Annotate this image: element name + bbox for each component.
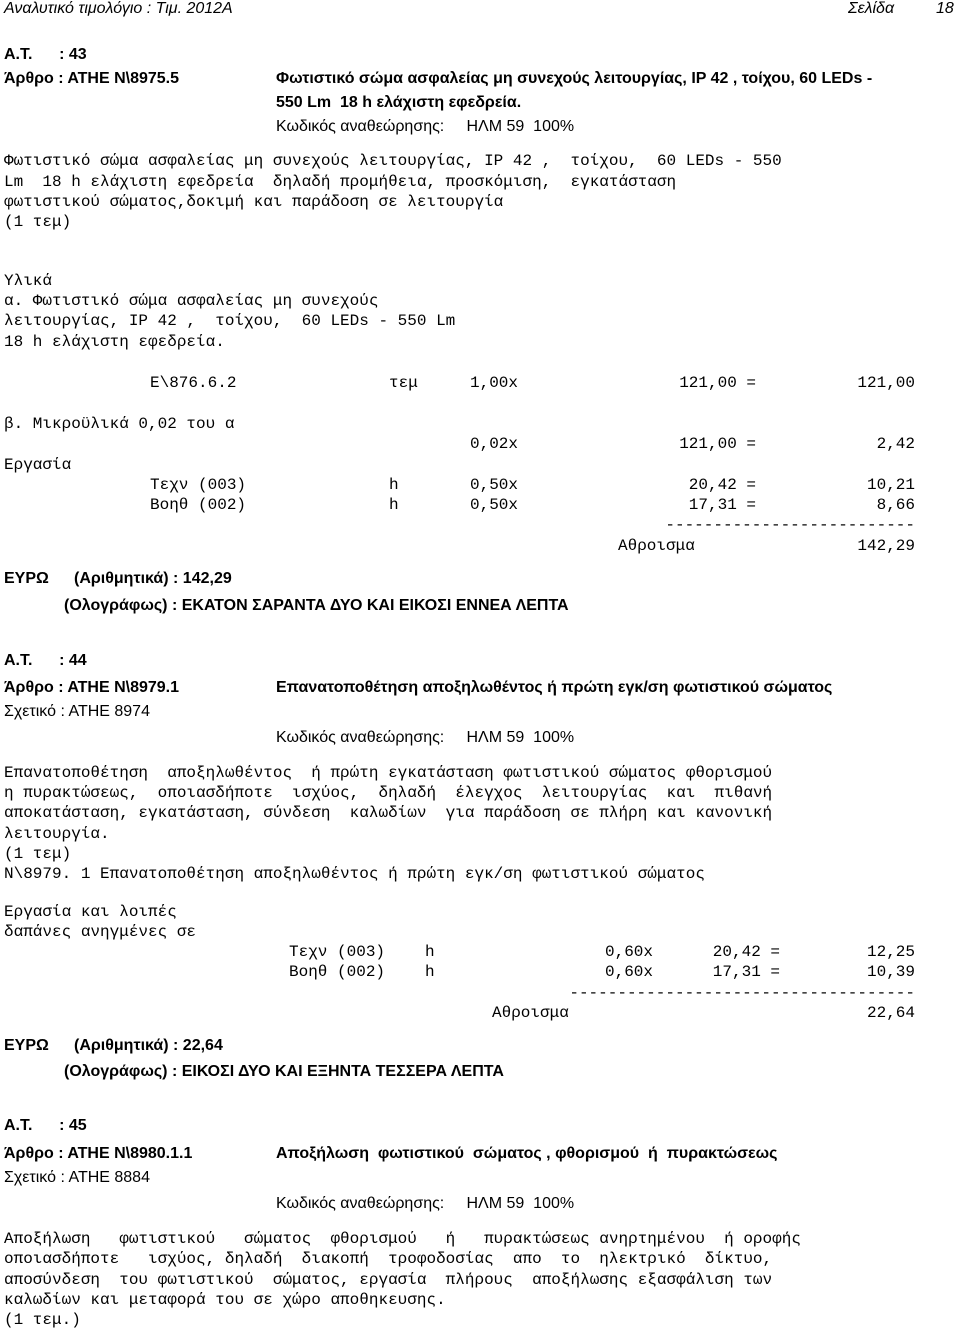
art45-desc-line4: καλωδίων και μεταφορά του σε χώρο αποθηκευσης. [4, 1291, 446, 1309]
art43-line4-price: 17,31 = [688, 496, 756, 514]
art45-revision-code: Κωδικός αναθεώρησης: ΗΛΜ 59 100% [276, 1195, 575, 1212]
art43-line2-total: 2,42 [876, 435, 915, 453]
art44-line1-unit: h [425, 943, 435, 961]
art44-arthro: Άρθρο : ΑΤΗΕ Ν\8979.1 [4, 679, 180, 696]
art43-line3-total: 10,21 [866, 476, 915, 494]
art44-line1-price: 20,42 = [712, 943, 780, 961]
art43-line3-unit: h [389, 476, 399, 494]
art43-sum-divider: -------------------------- [665, 516, 915, 534]
art43-line1-code: Ε\876.6.2 [150, 374, 237, 392]
art44-desc-line5: (1 τεμ) [4, 845, 72, 863]
art43-revision-code: Κωδικός αναθεώρησης: ΗΛΜ 59 100% [276, 118, 575, 135]
art43-euro-label: ΕΥΡΩ [4, 570, 49, 587]
page-label: Σελίδα [848, 0, 895, 17]
art44-line2-unit: h [425, 963, 435, 981]
art44-labor-heading-line1: Εργασία και λοιπές [4, 903, 177, 921]
art43-sum-value: 142,29 [857, 537, 915, 555]
art44-amount-numeric: (Αριθμητικά) : 22,64 [74, 1037, 223, 1054]
art45-desc-line5: (1 τεμ.) [4, 1311, 81, 1329]
art44-line2-code: Βοηθ (002) [289, 963, 386, 981]
art44-related: Σχετικό : ΑΤΗΕ 8974 [4, 703, 150, 720]
art43-material-a-line3: 18 h ελάχιστη εφεδρεία. [4, 333, 225, 351]
art43-line3-qty: 0,50x [470, 476, 519, 494]
art43-line1-qty: 1,00x [470, 374, 519, 392]
art44-line2-qty: 0,60x [604, 963, 653, 981]
page-number: 18 [936, 0, 954, 17]
art43-arthro: Άρθρο : ΑΤΗΕ Ν\8975.5 [4, 70, 180, 87]
art44-line1-qty: 0,60x [604, 943, 653, 961]
art43-labor-heading: Εργασία [4, 456, 72, 474]
art43-line1-unit: τεμ [389, 374, 418, 392]
art43-line1-total: 121,00 [857, 374, 915, 392]
art44-desc-line6: Ν\8979. 1 Επανατοποθέτηση αποξηλωθέντος ή πρώτη εγκ/ση φωτιστικού σώματος [4, 865, 705, 883]
art43-material-a-line1: α. Φωτιστικό σώμα ασφαλείας μη συνεχούς [4, 292, 379, 310]
art43-desc-line2: Lm 18 h ελάχιστη εφεδρεία δηλαδή προμήθεια, προσκόμιση, εγκατάσταση [4, 173, 677, 191]
art43-line3-code: Τεχν (003) [150, 476, 247, 494]
art45-desc-line1: Αποξήλωση φωτιστικού σώματος φθορισμού ή πυρακτώσεως ανηρτημένου ή οροφής [4, 1230, 801, 1248]
art44-at: Α.Τ. : 44 [4, 652, 87, 669]
art43-sum-label: Αθροισμα [618, 537, 695, 555]
art43-at: Α.Τ. : 43 [4, 46, 87, 63]
art44-line1-total: 12,25 [866, 943, 915, 961]
art43-line4-total: 8,66 [876, 496, 915, 514]
art45-related: Σχετικό : ΑΤΗΕ 8884 [4, 1169, 150, 1186]
art43-desc-line3: φωτιστικού σώματος,δοκιμή και παράδοση σε λειτουργία [4, 193, 504, 211]
art45-at: Α.Τ. : 45 [4, 1117, 87, 1134]
art44-revision-code: Κωδικός αναθεώρησης: ΗΛΜ 59 100% [276, 729, 575, 746]
art44-line1-code: Τεχν (003) [289, 943, 386, 961]
art44-sum-label: Αθροισμα [492, 1004, 569, 1022]
art43-title-line2: 550 Lm 18 h ελάχιστη εφεδρεία. [276, 94, 522, 111]
art43-line3-price: 20,42 = [688, 476, 756, 494]
art44-desc-line3: αποκατάσταση, εγκατάσταση, σύνδεση καλωδίων για παράδοση σε πλήρη και κανονική [4, 804, 773, 822]
art43-line4-code: Βοηθ (002) [150, 496, 247, 514]
art43-amount-words: (Ολογράφως) : ΕΚΑΤΟΝ ΣΑΡΑΝΤΑ ΔΥΟ ΚΑΙ ΕΙΚΟΣΙ ΕΝΝΕΑ ΛΕΠΤΑ [64, 597, 569, 614]
art44-line2-price: 17,31 = [712, 963, 780, 981]
art45-desc-line2: οποιασδήποτε ισχύος, δηλαδή διακοπή τροφοδοσίας απο το ηλεκτρικό δίκτυο, [4, 1250, 773, 1268]
art44-labor-heading-line2: δαπάνες ανηγμένες σε [4, 923, 197, 941]
art44-amount-words: (Ολογράφως) : ΕΙΚΟΣΙ ΔΥΟ ΚΑΙ ΕΞΗΝΤΑ ΤΕΣΣΕΡΑ ΛΕΠΤΑ [64, 1063, 504, 1080]
art45-arthro: Άρθρο : ΑΤΗΕ Ν\8980.1.1 [4, 1145, 193, 1162]
art43-desc-line4: (1 τεμ) [4, 213, 72, 231]
art43-title-line1: Φωτιστικό σώμα ασφαλείας μη συνεχούς λειτουργίας, IP 42 , τοίχου, 60 LEDs - [276, 70, 873, 87]
art45-desc-line3: αποσύνδεση του φωτιστικού σώματος, εργασία πλήρους αποξήλωσης εξασφάλιση των [4, 1271, 773, 1289]
art43-amount-numeric: (Αριθμητικά) : 142,29 [74, 570, 232, 587]
art44-desc-line2: η πυρακτώσεως, οποιασδήποτε ισχύος, δηλαδή έλεγχος λειτουργίας και πιθανή [4, 784, 773, 802]
art43-line2-price: 121,00 = [679, 435, 756, 453]
art44-title: Επανατοποθέτηση αποξηλωθέντος ή πρώτη εγκ/ση φωτιστικού σώματος [276, 679, 833, 696]
art43-desc-line1: Φωτιστικό σώμα ασφαλείας μη συνεχούς λειτουργίας, IP 42 , τοίχου, 60 LEDs - 550 [4, 152, 782, 170]
art44-desc-line1: Επανατοποθέτηση αποξηλωθέντος ή πρώτη εγκατάσταση φωτιστικού σώματος φθορισμού [4, 764, 773, 782]
art44-line2-total: 10,39 [866, 963, 915, 981]
art44-euro-label: ΕΥΡΩ [4, 1037, 49, 1054]
art44-sum-divider: ------------------------------------ [569, 984, 915, 1002]
art43-line2-qty: 0,02x [470, 435, 519, 453]
art43-material-b: β. Μικροϋλικά 0,02 του α [4, 415, 235, 433]
art43-material-a-line2: λειτουργίας, IP 42 , τοίχου, 60 LEDs - 550 Lm [4, 312, 456, 330]
art43-line1-price: 121,00 = [679, 374, 756, 392]
art43-line4-unit: h [389, 496, 399, 514]
art43-materials-heading: Υλικά [4, 272, 53, 290]
art45-title: Αποξήλωση φωτιστικού σώματος , φθορισμού ή πυρακτώσεως [276, 1145, 778, 1162]
art44-desc-line4: λειτουργία. [4, 825, 110, 843]
art43-line4-qty: 0,50x [470, 496, 519, 514]
art44-sum-value: 22,64 [866, 1004, 915, 1022]
document-title: Αναλυτικό τιμολόγιο : Τιμ. 2012Α [4, 0, 233, 17]
